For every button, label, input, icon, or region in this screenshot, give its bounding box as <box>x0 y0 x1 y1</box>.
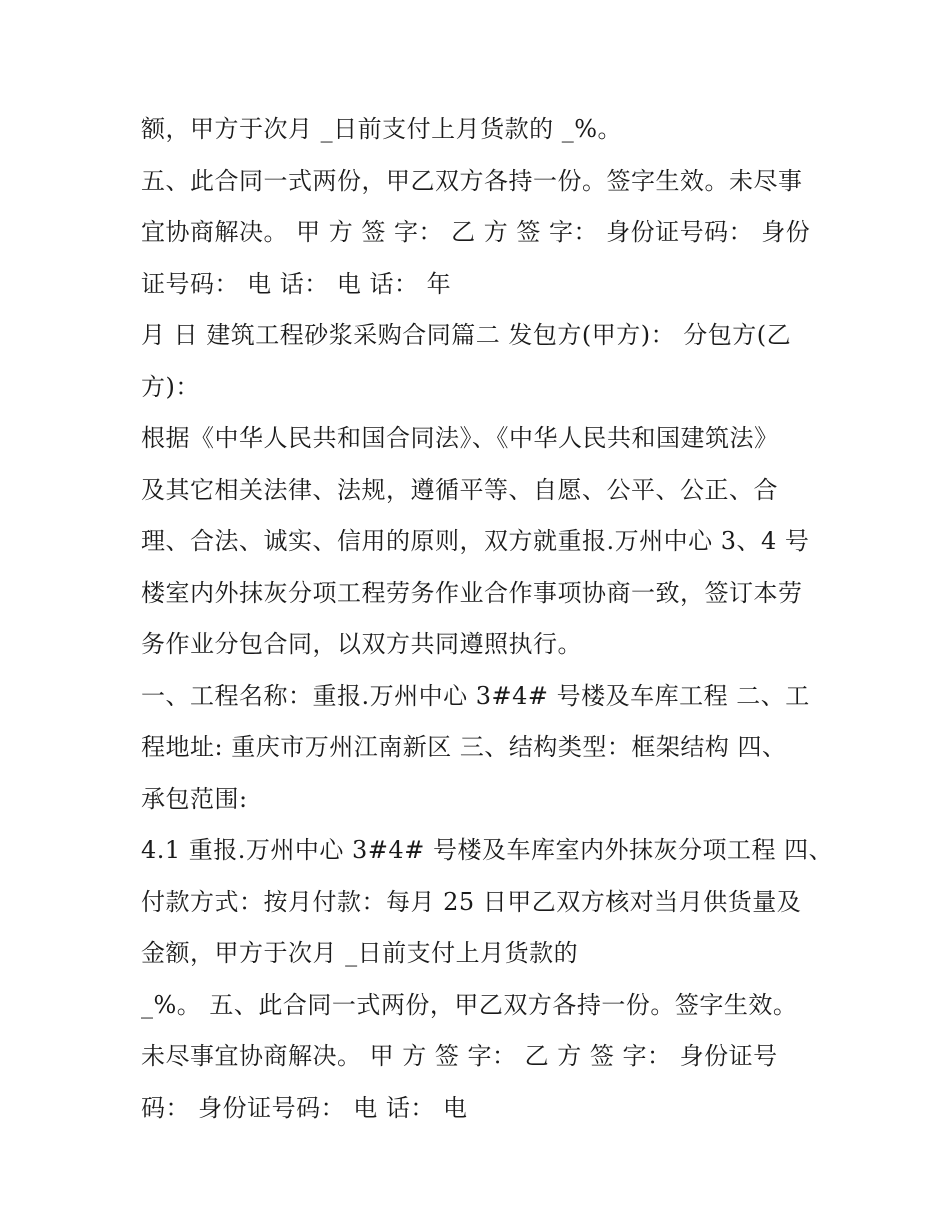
text-line: _%。 五、此合同一式两份，甲乙双方各持一份。签字生效。 <box>141 990 798 1019</box>
text-line: 理、合法、诚实、信用的原则，双方就重报.万州中心 3、4 号 <box>141 527 810 555</box>
text-line: 4.1 重报.万州中心 3#4# 号楼及车库室内外抹灰分项工程 四、 <box>141 836 834 864</box>
text-line: 根据《中华人民共和国合同法》、《中华人民共和国建筑法》 <box>141 424 779 452</box>
text-line: 方)： <box>141 372 200 401</box>
text-line: 及其它相关法律、法规，遵循平等、自愿、公平、公正、合 <box>141 475 778 504</box>
text-line: 证号码： 电 话： 电 话： 年 <box>141 269 452 298</box>
text-line: 五、此合同一式两份，甲乙双方各持一份。签字生效。未尽事 <box>141 166 803 195</box>
text-line: 付款方式：按月付款：每月 25 日甲乙双方核对当月供货量及 <box>141 887 802 916</box>
text-line: 未尽事宜协商解决。 甲 方 签 字： 乙 方 签 字： 身份证号 <box>141 1042 778 1070</box>
text-line: 额，甲方于次月 _日前支付上月货款的 _%。 <box>141 115 623 143</box>
text-line: 宜协商解决。 甲 方 签 字： 乙 方 签 字： 身份证号码： 身份 <box>141 218 811 246</box>
text-line: 码： 身份证号码： 电 话： 电 <box>141 1093 468 1122</box>
text-line: 程地址: 重庆市万州江南新区 三、结构类型：框架结构 四、 <box>141 733 787 761</box>
text-line: 承包范围: <box>141 784 248 813</box>
text-line: 月 日 建筑工程砂浆采购合同篇二 发包方(甲方)： 分包方(乙 <box>141 321 792 349</box>
text-line: 金额，甲方于次月 _日前支付上月货款的 <box>141 939 579 967</box>
text-line: 一、工程名称：重报.万州中心 3#4# 号楼及车库工程 二、工 <box>141 681 810 710</box>
text-line: 务作业分包合同，以双方共同遵照执行。 <box>141 630 582 658</box>
document-body <box>141 104 834 1134</box>
text-line: 楼室内外抹灰分项工程劳务作业合作事项协商一致，签订本劳 <box>141 578 803 607</box>
